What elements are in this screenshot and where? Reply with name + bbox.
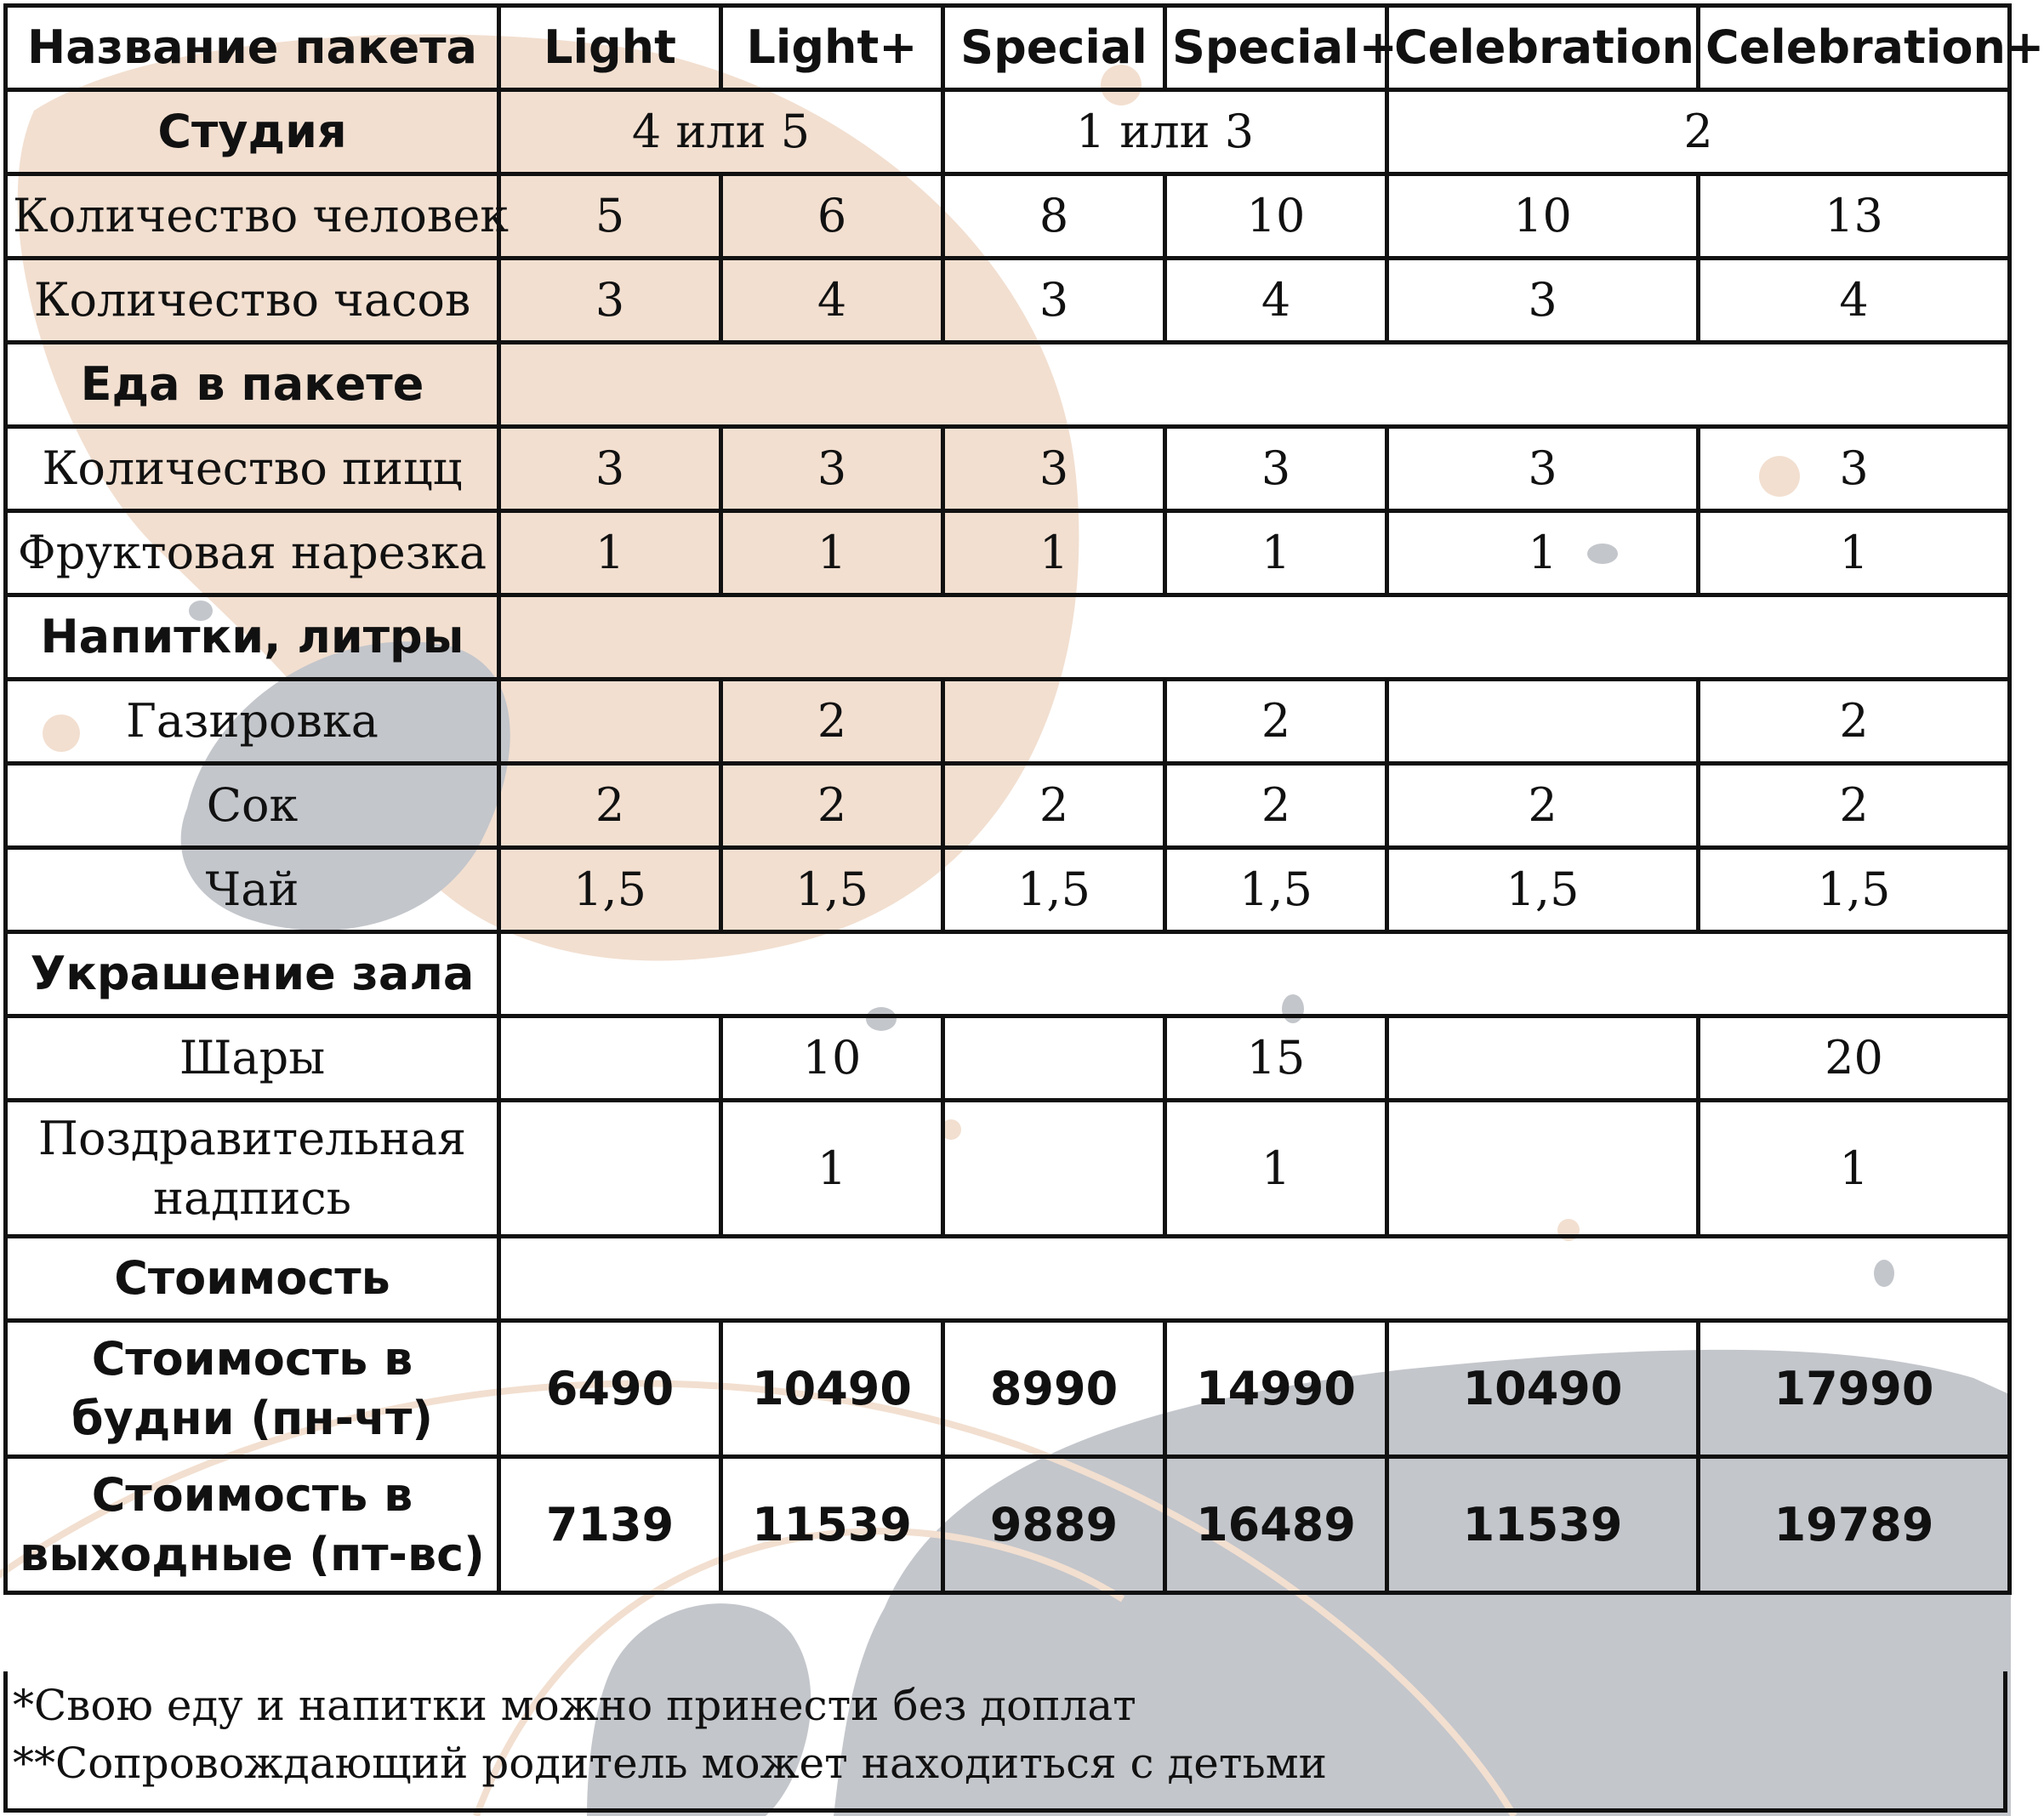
table-cell: 10: [1165, 174, 1387, 259]
studio-row: [6, 90, 2010, 174]
table-cell: 10: [1387, 174, 1699, 259]
table-cell: 2: [1165, 764, 1387, 848]
greeting-row: [6, 1101, 2010, 1237]
table-cell: 4: [721, 259, 943, 343]
table-cell: 2: [1387, 764, 1699, 848]
balloons-row: [6, 1016, 2010, 1101]
table-cell: 5: [499, 174, 721, 259]
table-cell: [1387, 1016, 1699, 1101]
table-cell: 3: [1387, 427, 1699, 511]
table-cell: 1: [1387, 511, 1699, 595]
table-cell: [499, 1101, 721, 1237]
table-cell: 1: [1165, 1101, 1387, 1237]
fruit-label: Фруктовая нарезка: [6, 511, 499, 595]
table-cell: 8: [943, 174, 1165, 259]
hours-label: Количество часов: [6, 259, 499, 343]
tea-row: [6, 848, 2010, 932]
table-cell: 3: [943, 427, 1165, 511]
drinks-section-label: Напитки, литры: [6, 595, 499, 680]
fruit-row: [6, 511, 2010, 595]
footnote: **Сопровождающий родитель может находиться с детьми: [13, 1739, 1327, 1788]
table-cell: 4: [1165, 259, 1387, 343]
tea-label: Чай: [6, 848, 499, 932]
table-cell: 6: [721, 174, 943, 259]
table-cell: 1,5: [1387, 848, 1699, 932]
price-cell: 7139: [499, 1457, 721, 1593]
package-name: Special+: [1165, 6, 1387, 90]
hours-row: [6, 259, 2010, 343]
table-cell: 4: [1699, 259, 2010, 343]
food-section-row: [6, 343, 2010, 427]
food-section-label: Еда в пакете: [6, 343, 499, 427]
table-cell: 2: [721, 764, 943, 848]
pricing-table: [3, 3, 2044, 1595]
price-cell: 9889: [943, 1457, 1165, 1593]
price-cell: 10490: [1387, 1321, 1699, 1457]
table-cell: 2: [1699, 680, 2010, 764]
table-cell: 2: [943, 764, 1165, 848]
price-cell: 17990: [1699, 1321, 2010, 1457]
table-cell: [943, 680, 1165, 764]
footnotes: [3, 1671, 2007, 1813]
section-spacer: [499, 932, 2010, 1016]
people-label: Количество человек: [6, 174, 499, 259]
table-cell: 3: [499, 427, 721, 511]
package-name: Light: [499, 6, 721, 90]
table-cell: 1,5: [943, 848, 1165, 932]
table-cell: [1387, 1101, 1699, 1237]
juice-label: Сок: [6, 764, 499, 848]
price-cell: 19789: [1699, 1457, 2010, 1593]
table-cell: 1,5: [1165, 848, 1387, 932]
soda-label: Газировка: [6, 680, 499, 764]
balloons-label: Шары: [6, 1016, 499, 1101]
table-cell: 20: [1699, 1016, 2010, 1101]
table-cell: [499, 680, 721, 764]
table-cell: 10: [721, 1016, 943, 1101]
table-cell: 2: [721, 680, 943, 764]
table-cell: 1: [499, 511, 721, 595]
table-cell: 3: [721, 427, 943, 511]
table-cell: 2: [499, 764, 721, 848]
table-cell: 1: [721, 511, 943, 595]
section-spacer: [499, 343, 2010, 427]
table-cell: 1,5: [1699, 848, 2010, 932]
pizza-label: Количество пицц: [6, 427, 499, 511]
table-cell: 3: [1387, 259, 1699, 343]
price-cell: 10490: [721, 1321, 943, 1457]
juice-row: [6, 764, 2010, 848]
table-cell: 3: [1165, 427, 1387, 511]
table-cell: 13: [1699, 174, 2010, 259]
cost-section-row: [6, 1237, 2010, 1321]
package-name: Special: [943, 6, 1165, 90]
table-cell: [943, 1101, 1165, 1237]
table-cell: 1: [721, 1101, 943, 1237]
table-cell: 1: [943, 511, 1165, 595]
table-cell: [1387, 680, 1699, 764]
decor-section-row: [6, 932, 2010, 1016]
table-cell: 2: [1165, 680, 1387, 764]
table-cell: 1: [1699, 511, 2010, 595]
table-cell: 1,5: [721, 848, 943, 932]
package-name: Celebration+: [1699, 6, 2010, 90]
studio-group: 2: [1387, 90, 2010, 174]
weekend-row: [6, 1457, 2010, 1593]
table-cell: 1,5: [499, 848, 721, 932]
soda-row: [6, 680, 2010, 764]
table-cell: 1: [1699, 1101, 2010, 1237]
table-cell: 15: [1165, 1016, 1387, 1101]
price-cell: 8990: [943, 1321, 1165, 1457]
price-cell: 14990: [1165, 1321, 1387, 1457]
cost-section-label: Стоимость: [6, 1237, 499, 1321]
table-cell: 3: [1699, 427, 2010, 511]
table-cell: [943, 1016, 1165, 1101]
header-label: Название пакета: [6, 6, 499, 90]
footnote: *Свою еду и напитки можно принести без доплат: [13, 1681, 1136, 1730]
people-row: [6, 174, 2010, 259]
price-cell: 11539: [1387, 1457, 1699, 1593]
package-name: Light+: [721, 6, 943, 90]
studio-label: Студия: [6, 90, 499, 174]
weekend-label: Стоимость в выходные (пт-вс): [6, 1457, 499, 1593]
section-spacer: [499, 595, 2010, 680]
price-cell: 16489: [1165, 1457, 1387, 1593]
greeting-label: Поздравительная надпись: [6, 1101, 499, 1237]
price-cell: 6490: [499, 1321, 721, 1457]
weekday-label: Стоимость в будни (пн-чт): [6, 1321, 499, 1457]
package-name: Celebration: [1387, 6, 1699, 90]
table-cell: [499, 1016, 721, 1101]
studio-group: 4 или 5: [499, 90, 943, 174]
section-spacer: [499, 1237, 2010, 1321]
studio-group: 1 или 3: [943, 90, 1387, 174]
decor-section-label: Украшение зала: [6, 932, 499, 1016]
table-cell: 3: [943, 259, 1165, 343]
table-cell: 3: [499, 259, 721, 343]
table-cell: 1: [1165, 511, 1387, 595]
header-row: [6, 6, 2010, 90]
price-cell: 11539: [721, 1457, 943, 1593]
table-cell: 2: [1699, 764, 2010, 848]
weekday-row: [6, 1321, 2010, 1457]
pizza-row: [6, 427, 2010, 511]
drinks-section-row: [6, 595, 2010, 680]
